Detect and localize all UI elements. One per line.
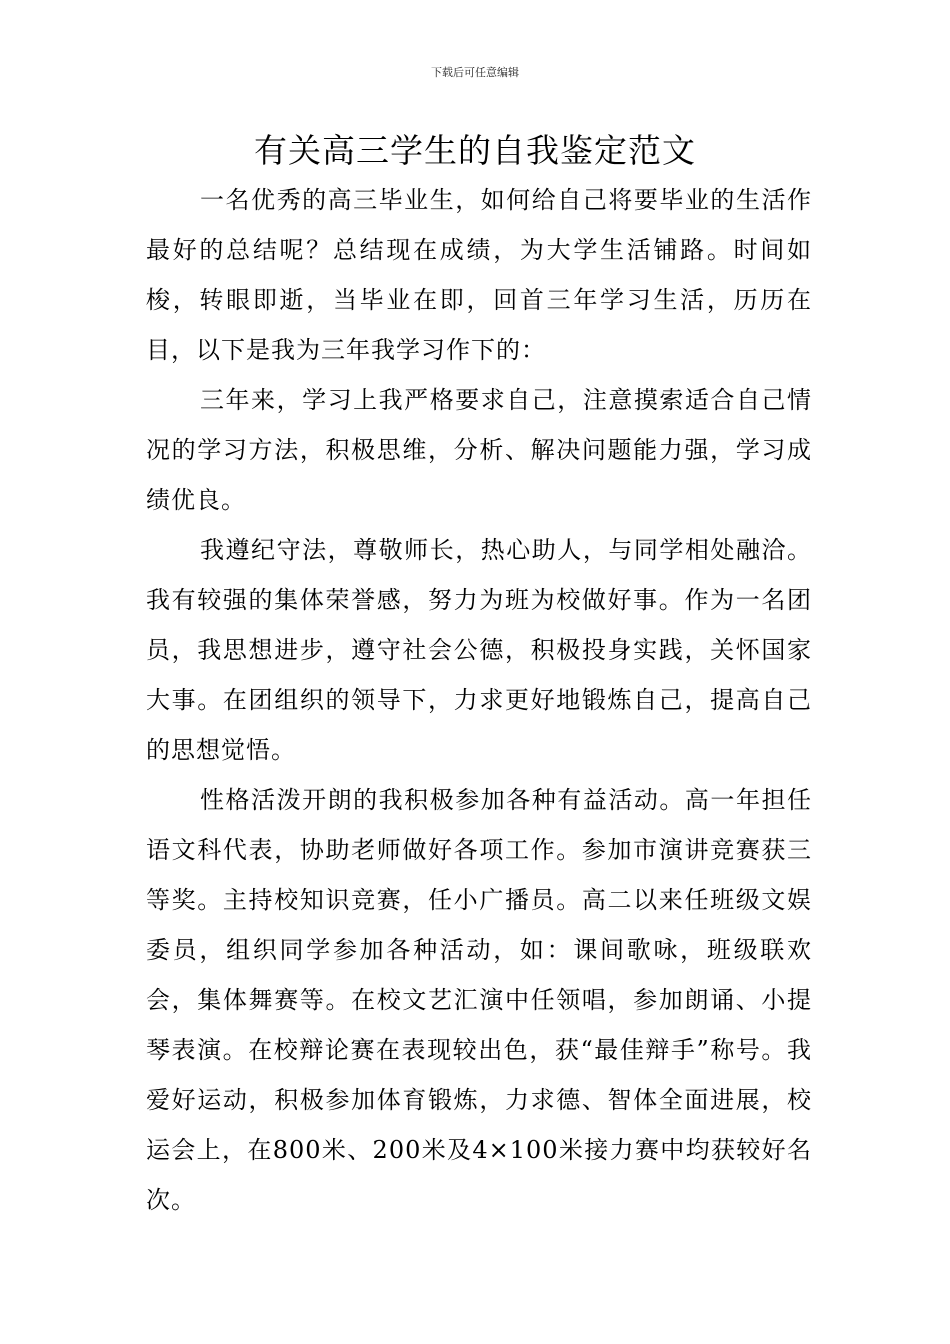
document-title: 有关高三学生的自我鉴定范文 — [254, 131, 696, 170]
header-note: 下载后可任意编辑 — [431, 66, 519, 79]
document-body — [146, 175, 812, 1225]
paragraph-study: 三年来，学习上我严格要求自己，注意摸索适合自己情况的学习方法，积极思维，分析、解决问题能力强，学习成绩优良。 — [146, 386, 812, 514]
paragraph-activities: 性格活泼开朗的我积极参加各种有益活动。高一年担任语文科代表，协助老师做好各项工作。参加市演讲竞赛获三等奖。主持校知识竞赛，任小广播员。高二以来任班级文娱委员，组织同学参加各种活动，如：课间歌咏，班级联欢会，集体舞赛等。在校文艺汇演中任领唱，参加朗诵、小提琴表演。在校辩论赛在表现较出色，获“最佳辩手”称号。我爱好运动，积极参加体育锻炼，力求德、智体全面进展，校运会上，在800米、200米及4×100米接力赛中均获较好名次。 — [146, 786, 812, 1214]
paragraph-intro: 一名优秀的高三毕业生，如何给自己将要毕业的生活作最好的总结呢？总结现在成绩，为大学生活铺路。时间如梭，转眼即逝，当毕业在即，回首三年学习生活，历历在目，以下是我为三年我学习作下的： — [146, 186, 812, 364]
paragraph-conduct: 我遵纪守法，尊敬师长，热心助人，与同学相处融洽。我有较强的集体荣誉感，努力为班为校做好事。作为一名团员，我思想进步，遵守社会公德，积极投身实践，关怀国家大事。在团组织的领导下，力求更好地锻炼自己，提高自己的思想觉悟。 — [146, 536, 812, 764]
